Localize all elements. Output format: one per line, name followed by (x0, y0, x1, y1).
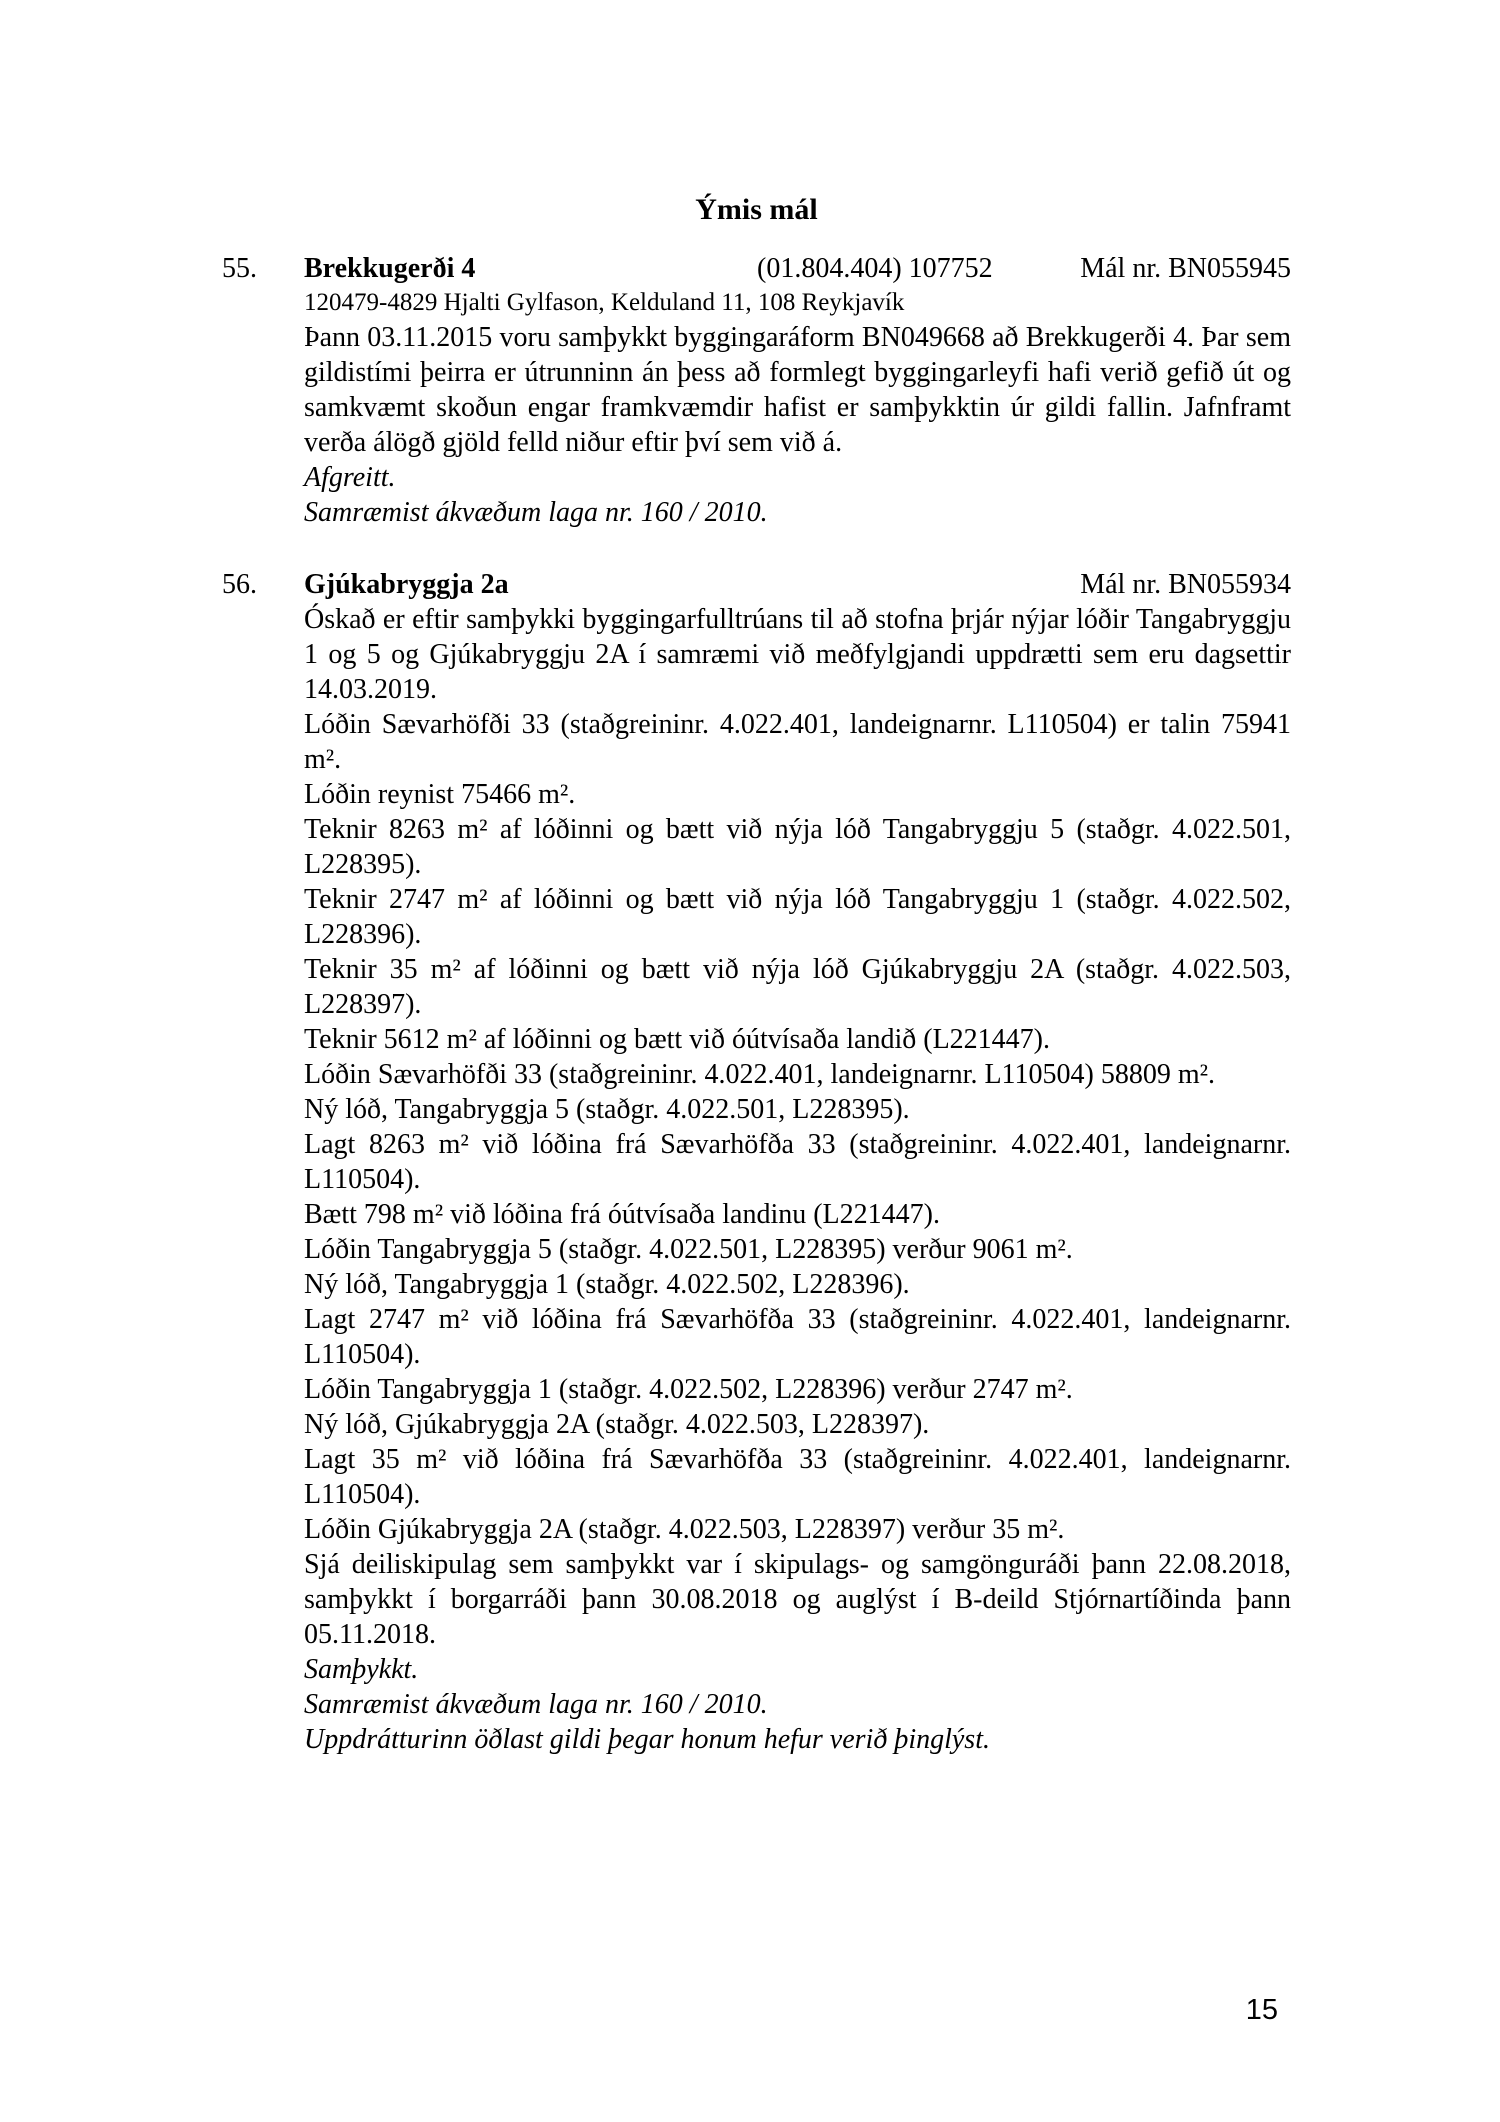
item-resolution: Samræmist ákvæðum laga nr. 160 / 2010. (304, 497, 768, 528)
item-paragraph: Bætt 798 m² við lóðina frá óútvísaða landinu (L221447). (304, 1199, 940, 1230)
item-paragraph: Ný lóð, Tangabryggja 5 (staðgr. 4.022.501, L228395). (304, 1094, 910, 1125)
item-case-number: Mál nr. BN055934 (1080, 569, 1291, 600)
item-reference: (01.804.404) 107752 (757, 253, 993, 284)
page-title: Ýmis mál (695, 193, 818, 226)
item-paragraph: Lagt 8263 m² við lóðina frá Sævarhöfða 33 (staðgreininr. 4.022.401, landeignarnr. L110504). (304, 1129, 1291, 1195)
item-paragraph: Lóðin Sævarhöfði 33 (staðgreininr. 4.022.401, landeignarnr. L110504) 58809 m². (304, 1059, 1216, 1090)
item-paragraph: Teknir 35 m² af lóðinni og bætt við nýja lóð Gjúkabryggju 2A (staðgr. 4.022.503, L228397). (304, 954, 1291, 1020)
item-paragraph: Teknir 5612 m² af lóðinni og bætt við óútvísaða landið (L221447). (304, 1024, 1051, 1055)
page-number: 15 (1245, 1994, 1278, 2026)
item-paragraph: Lóðin Sævarhöfði 33 (staðgreininr. 4.022.401, landeignarnr. L110504) er talin 75941 m². (304, 709, 1291, 775)
item-paragraph: Lóðin Gjúkabryggja 2A (staðgr. 4.022.503, L228397) verður 35 m². (304, 1514, 1065, 1545)
item-paragraph: Óskað er eftir samþykki byggingarfulltrúans til að stofna þrjár nýjar lóðir Tangabryggju 1 og 5 og Gjúkabryggju 2A í samræmi við meðfylgjandi uppdrætti sem eru dagsettir 14.03.2019. (304, 604, 1291, 705)
item-title: Brekkugerði 4 (304, 253, 476, 284)
item-case-number: Mál nr. BN055945 (1080, 253, 1291, 284)
item-owner: 120479-4829 Hjalti Gylfason, Kelduland 11, 108 Reykjavík (304, 289, 905, 316)
item-number: 56. (222, 569, 257, 600)
agenda-item-56 (222, 567, 1291, 1757)
item-title: Gjúkabryggja 2a (304, 569, 509, 600)
document-body (222, 192, 1291, 1794)
item-resolution: Uppdrátturinn öðlast gildi þegar honum hefur verið þinglýst. (304, 1724, 990, 1755)
item-number: 55. (222, 253, 257, 284)
item-paragraph: Lagt 35 m² við lóðina frá Sævarhöfða 33 (staðgreininr. 4.022.401, landeignarnr. L110504). (304, 1444, 1291, 1510)
agenda-item-55 (222, 251, 1291, 530)
item-paragraph: Lóðin Tangabryggja 1 (staðgr. 4.022.502, L228396) verður 2747 m². (304, 1374, 1073, 1405)
item-resolution: Samræmist ákvæðum laga nr. 160 / 2010. (304, 1689, 768, 1720)
item-paragraph: Lagt 2747 m² við lóðina frá Sævarhöfða 33 (staðgreininr. 4.022.401, landeignarnr. L110504). (304, 1304, 1291, 1370)
item-paragraph: Teknir 2747 m² af lóðinni og bætt við nýja lóð Tangabryggju 1 (staðgr. 4.022.502, L228396). (304, 884, 1291, 950)
agenda-items-container (222, 251, 1291, 1757)
item-paragraph: Þann 03.11.2015 voru samþykkt byggingaráform BN049668 að Brekkugerði 4. Þar sem gildistími þeirra er útrunninn án þess að formlegt byggingarleyfi hafi verið gefið út og samkvæmt skoðun engar framkvæmdir hafist er samþykktin úr gildi fallin. Jafnframt verða álögð gjöld felld niður eftir því sem við á. (304, 322, 1291, 458)
item-paragraph: Teknir 8263 m² af lóðinni og bætt við nýja lóð Tangabryggju 5 (staðgr. 4.022.501, L228395). (304, 814, 1291, 880)
item-paragraph: Lóðin reynist 75466 m². (304, 779, 576, 810)
item-resolution: Afgreitt. (304, 462, 396, 493)
item-paragraph: Ný lóð, Gjúkabryggja 2A (staðgr. 4.022.503, L228397). (304, 1409, 930, 1440)
item-paragraph: Sjá deiliskipulag sem samþykkt var í skipulags- og samgönguráði þann 22.08.2018, samþykkt í borgarráði þann 30.08.2018 og auglýst í B-deild Stjórnartíðinda þann 05.11.2018. (304, 1549, 1291, 1650)
item-header (304, 251, 1291, 286)
item-header (304, 567, 1291, 602)
item-resolution: Samþykkt. (304, 1654, 419, 1685)
item-paragraph: Lóðin Tangabryggja 5 (staðgr. 4.022.501, L228395) verður 9061 m². (304, 1234, 1073, 1265)
item-paragraph: Ný lóð, Tangabryggja 1 (staðgr. 4.022.502, L228396). (304, 1269, 910, 1300)
